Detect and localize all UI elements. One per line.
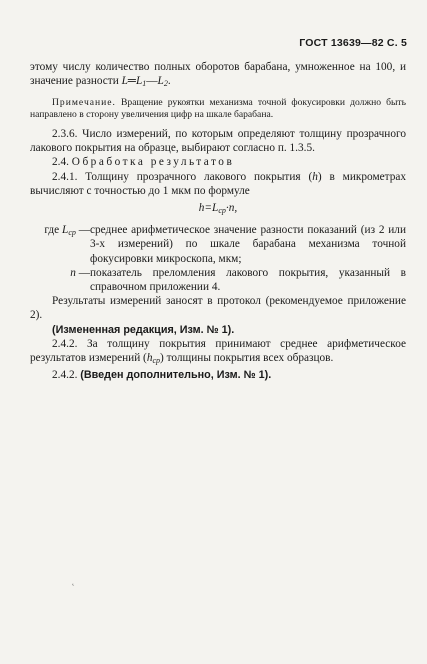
paragraph-2-4-1: 2.4.1. Толщину прозрачного лакового покрытия (h) в микрометрах вычисляют с точностью до 1 мкм по формуле bbox=[30, 170, 406, 197]
stray-mark: ˛ bbox=[72, 577, 75, 586]
definition-l-avg: где $L_{ср}$ — среднее арифметическое значение разности показаний (из 2 или 3-х измерений) по шкале барабана механизма точной фокусировки микроскопа, мкм; bbox=[44, 224, 406, 265]
section-heading-2-4: 2.4. Обработка результатов bbox=[52, 156, 235, 169]
page-header: ГОСТ 13639—82 С. 5 bbox=[299, 37, 407, 49]
paragraph-drum-turns: этому числу количество полных оборотов барабана, умноженное на 100, и значение разности $L═L_1—L_2$. bbox=[30, 61, 406, 89]
paragraph-2-3-6: 2.3.6. Число измерений, по которым определяют толщину прозрачного лакового покрытия на образце, выбирают согласно п. 1.3.5. bbox=[30, 128, 406, 155]
variable-definitions bbox=[30, 223, 406, 294]
paragraph-2-4-2-added: 2.4.2. (Введен дополнительно, Изм. № 1). bbox=[52, 369, 272, 382]
paragraph-2-4-2: 2.4.2. За толщину покрытия принимают среднее арифметическое результатов измерений $(h_{ср})$ толщины покрытия всех образцов. bbox=[30, 337, 406, 366]
thickness-formula: $h=L_{ср}\cdot n$, bbox=[198, 202, 238, 216]
amendment-note-1: (Измененная редакция, Изм. № 1). bbox=[52, 323, 235, 336]
page-content bbox=[30, 60, 406, 382]
paragraph-results: Результаты измерений заносят в протокол (рекомендуемое приложение 2). bbox=[30, 295, 406, 322]
note-label: Примечание. bbox=[52, 97, 116, 109]
definition-n: n — показатель преломления лакового покрытия, указанный в справочном приложении 4. bbox=[70, 266, 406, 294]
note: Примечание. Вращение рукоятки механизма точной фокусировки должно быть направлено в сторону увеличения цифр на шкале барабана. bbox=[30, 97, 406, 121]
